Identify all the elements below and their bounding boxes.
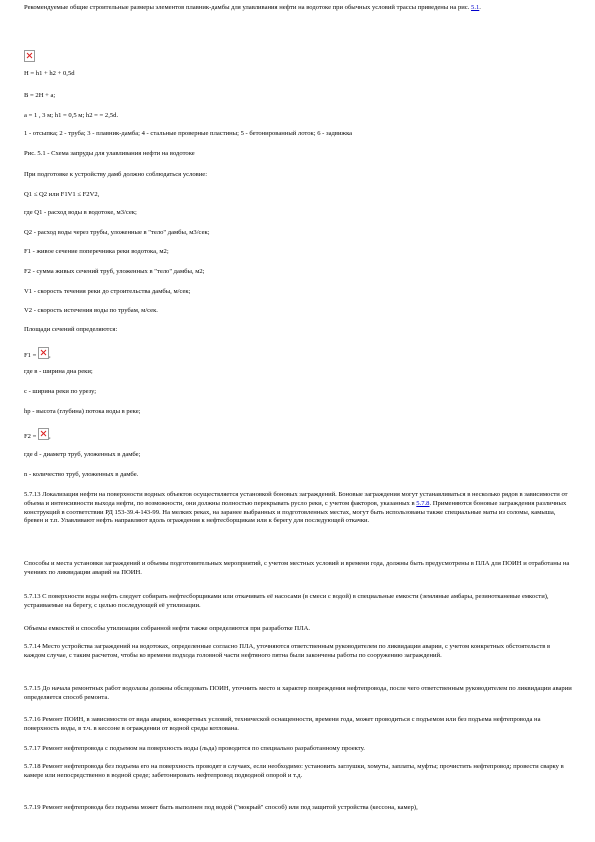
intro-text: Рекомендуемые общие строительные размеры элементов плавник-дамбы для улавливания нефти на водотоке при обычных условий трассы приведены на рис. — [24, 4, 470, 11]
where-item: где в - ширина дна реки; — [24, 368, 93, 375]
where-item: с - ширина реки по урезу; — [24, 388, 97, 395]
figure-image-placeholder — [24, 50, 572, 64]
broken-image-icon — [38, 347, 49, 359]
intro-paragraph — [24, 4, 572, 13]
formula-f2 — [24, 428, 572, 442]
section-5-7-18: 5.7.18 Ремонт нефтепровода без подъема его на поверхность проводят в случаях, если необходимо: установить заглушки, хомуты, заплаты, муфты; прочистить нефтепровод; провести сварку в камере или непосредственно в водной среде; забетонировать нефтепровод подводной опорой и т.д. — [24, 763, 564, 779]
section-5-7-13-c: 5.7.13 С поверхности воды нефть следует собирать нефтесборщиками или откачивать её насосами (в смеси с водой) в специальные емкости (земляные амбары, резинотканевые емкости), устраиваемые на берегу, с целью последующей её утилизации. — [24, 593, 549, 609]
where-item: где Q1 - расход воды в водотоке, м3/сек; — [24, 209, 137, 216]
formula-f2-label: F2 = — [24, 433, 37, 440]
section-5-7-17: 5.7.17 Ремонт нефтепровода с подъемом на поверхность воды (льда) проводится по специально разработанному проекту. — [24, 745, 365, 752]
where-item: hр - высота (глубина) потока воды в реке; — [24, 408, 141, 415]
section-text: . Применяются боновые заграждения различных конструкций в соответствии РД 153-39.4-143-99. На мелких реках, на заранее выбранных и подготовленных местах, могут быть использованы также специальные маты из соломы, камыша, бревен и т.п. Улавливают нефть направляют вдоль ограждения к нефтесборщикам или к берегу для последующей откачки. — [24, 499, 567, 525]
formula-f1 — [24, 347, 572, 361]
formula-params: a = 1 , 3 м; h1 = 0,5 м; h2 = = 2,5d. — [24, 112, 119, 119]
section-5-7-16: 5.7.16 Ремонт ПОИН, в зависимости от вида аварии, конкретных условий, технической оснащенности, времени года, может проводиться с подъемом или без подъема нефтепровода на поверхность воды, в т.ч. в кессоне в ограждении от водной среды котлована. — [24, 716, 541, 732]
where-item: V2 - скорость истечения воды по трубам, м/сек. — [24, 307, 158, 314]
section-5-7-13-a — [24, 491, 572, 526]
formula-f1-label: F1 = — [24, 352, 37, 359]
figure-link-5-1[interactable]: 5.1 — [471, 4, 480, 11]
formula-h: H = h1 + h2 + 0,5d — [24, 70, 75, 77]
section-5-7-14: 5.7.14 Место устройства заграждений на водотоках, определенные согласно ПЛА, уточняются ответственным руководителем по ликвидации аварии, с учетом конкретных обстоятельств в каждом случае, с таким расчетом, чтобы ко времени подхода головной части нефтяного пятна были закончены работы по сооружению заграждений. — [24, 643, 551, 659]
broken-image-icon — [24, 50, 35, 62]
formula-f1-end: , — [49, 352, 51, 359]
section-5-7-13-d: Объемы емкостей и способы утилизации собранной нефти также определяются при разработке ПЛА. — [24, 625, 310, 632]
link-5-7-8[interactable]: 5.7.8 — [416, 499, 430, 507]
formula-b: B = 2H + a; — [24, 92, 56, 99]
where-item: Q2 - расход воды через трубы, уложенные в "тело" дамбы, м3/сек; — [24, 229, 210, 236]
where-item: F2 - сумма живых сечений труб, уложенных в "тело" дамбы, м2; — [24, 268, 205, 275]
figure-legend: 1 - отсыпка; 2 - труба; 3 - плавник-дамба; 4 - стальные проверные пластины; 5 - бетонированный лоток; 6 - задвижка — [24, 130, 353, 137]
formula-f2-end: , — [49, 433, 51, 440]
figure-caption: Рис. 5.1 - Схема запруды для улавливания нефти на водотоке — [24, 150, 195, 157]
condition-intro: При подготовке к устройству дамб должно соблюдаться условие: — [24, 171, 208, 178]
areas-intro: Площади сечений определяются: — [24, 326, 118, 333]
condition-formula: Q1 ≤ Q2 или F1V1 ≤ F2V2, — [24, 191, 100, 198]
broken-image-icon — [38, 428, 49, 440]
section-5-7-19: 5.7.19 Ремонт нефтепровода без подъема может быть выполнен под водой ("мокрый" способ) или под защитой устройства (кессона, камер), — [24, 804, 418, 811]
intro-end: . — [479, 4, 481, 11]
section-text: 5.7.13 Локализация нефти на поверхности водных объектов осуществляется установкой боновых заграждений. Боновые заграждения могут устанавливаться в несколько рядов в зависимости от объема и интенсивности выхода нефти, по возможности, они должны полностью перекрывать русло реки, с учетом факторов, указанных в — [24, 491, 568, 507]
section-5-7-15: 5.7.15 До начала ремонтных работ водолазы должны обследовать ПОИН, уточнить место и характер повреждения нефтепровода, после чего ответственным руководителем по ликвидации аварии определяется способ ремонта. — [24, 685, 572, 701]
section-5-7-13-b: Способы и места установки заграждений и объемы подготовительных мероприятий, с учетом местных условий и времени года, должны быть предусмотрены в ПЛА для ПОИН и отработаны на учениях по ликвидации аварий на ПОИН. — [24, 560, 570, 576]
where-item: где d - диаметр труб, уложенных в дамбе; — [24, 451, 141, 458]
where-item: F1 - живое сечение поперечника реки водотока, м2; — [24, 248, 169, 255]
where-item: V1 - скорость течения реки до строительства дамбы, м/сек; — [24, 288, 191, 295]
where-item: n - количество труб, уложенных в дамбе. — [24, 471, 139, 478]
